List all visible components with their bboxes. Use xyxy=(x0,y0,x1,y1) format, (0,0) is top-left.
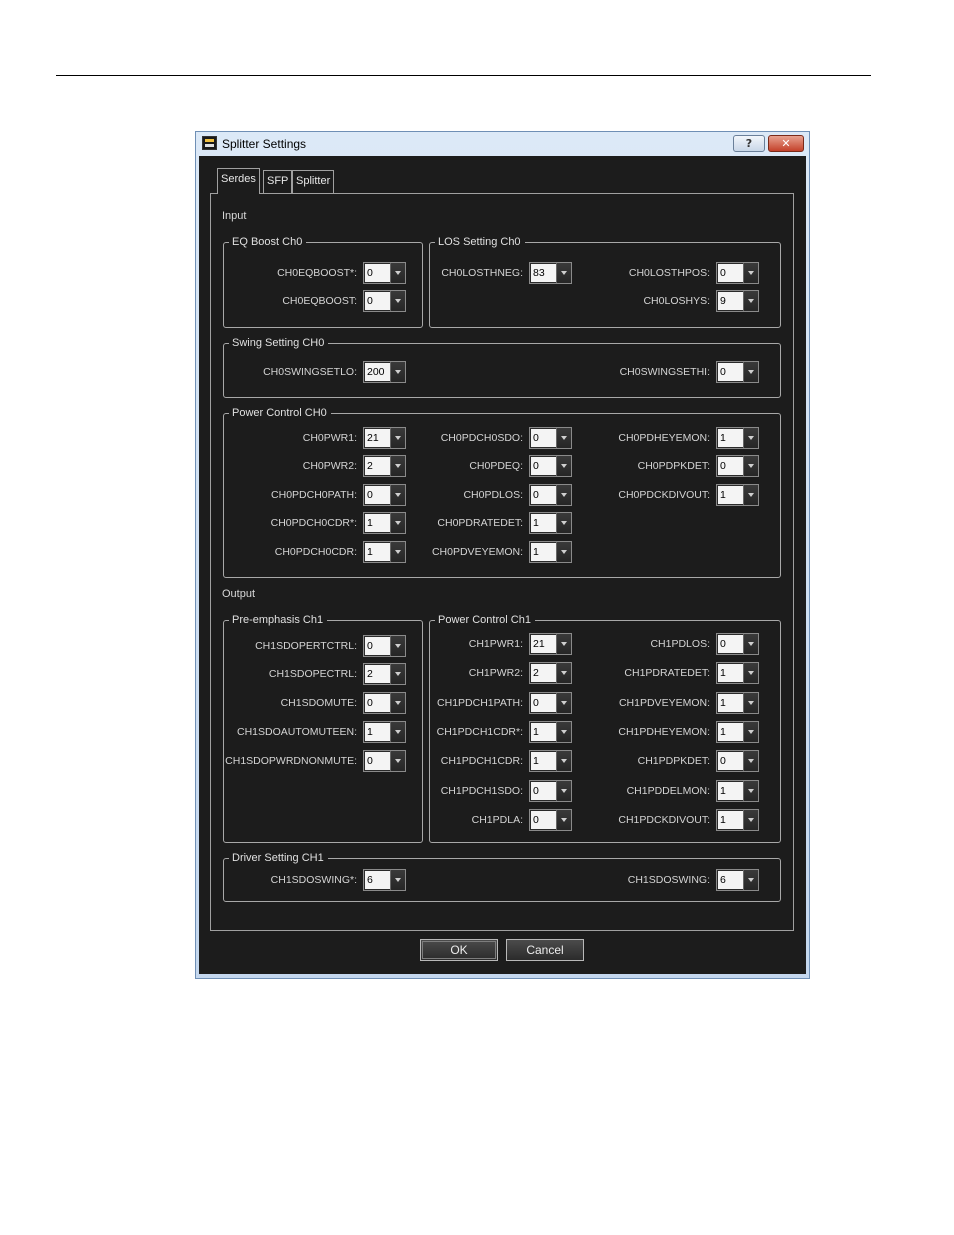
field-label: CH1PDCH1CDR*: xyxy=(436,726,523,738)
ch1pdch1sdo-select[interactable] xyxy=(529,780,572,802)
field-label: CH1SDOMUTE: xyxy=(280,697,357,709)
field-label: CH1PDVEYEMON: xyxy=(618,697,710,709)
ch1sdoswing-field xyxy=(604,869,759,891)
chevron-down-icon[interactable] xyxy=(390,751,405,771)
ch0eqboost-select[interactable] xyxy=(363,290,406,312)
select-value: 83 xyxy=(531,264,556,282)
chevron-down-icon[interactable] xyxy=(556,634,571,654)
serdes-panel xyxy=(210,193,794,931)
power-control-ch0-group xyxy=(223,407,781,578)
chevron-down-icon[interactable] xyxy=(390,263,405,283)
field-label: CH1SDOSWING*: xyxy=(270,874,357,886)
select-value: 1 xyxy=(531,752,556,770)
tab-serdes[interactable]: Serdes xyxy=(217,168,260,194)
ch1sdomute-select[interactable] xyxy=(363,692,406,714)
ch1pdratedet-field xyxy=(610,662,759,684)
title-bar[interactable] xyxy=(196,132,809,157)
select-value: 0 xyxy=(718,264,743,282)
field-label: CH1PWR2: xyxy=(468,667,523,679)
ch1sdopwrdnonmute-select[interactable] xyxy=(363,750,406,772)
field-label: CH0PWR2: xyxy=(302,460,357,472)
ch0pdch0path-field xyxy=(224,484,406,506)
app-icon xyxy=(202,136,217,150)
ch1pwr1-select[interactable] xyxy=(529,633,572,655)
chevron-down-icon[interactable] xyxy=(390,542,405,562)
select-value: 1 xyxy=(718,811,743,829)
ch0pdveyemon-select[interactable] xyxy=(529,541,572,563)
select-value: 9 xyxy=(718,292,743,310)
ch0pdveyemon-field xyxy=(414,541,572,563)
group-title: LOS Setting Ch0 xyxy=(435,235,525,249)
ch1pdveyemon-select[interactable] xyxy=(716,692,759,714)
select-value: 6 xyxy=(718,871,743,889)
field-label: CH1PDDELMON: xyxy=(626,785,710,797)
chevron-down-icon[interactable] xyxy=(556,263,571,283)
field-label: CH0PDLOS: xyxy=(463,489,523,501)
ch1sdoautomuteen-select[interactable] xyxy=(363,721,406,743)
select-value: 0 xyxy=(365,752,390,770)
ch0losthpos-field xyxy=(610,262,759,284)
ch1sdoautomuteen-field xyxy=(224,721,406,743)
ch0pwr2-field xyxy=(224,455,406,477)
group-title: Pre-emphasis Ch1 xyxy=(229,613,327,627)
output-section-label: Output xyxy=(222,588,256,600)
ch1sdopertctrl-field xyxy=(224,635,406,657)
field-label: CH0LOSTHNEG: xyxy=(441,267,523,279)
chevron-down-icon[interactable] xyxy=(390,693,405,713)
ch1pdheyemon-field xyxy=(610,721,759,743)
splitter-settings-dialog xyxy=(195,131,810,979)
group-title: Swing Setting CH0 xyxy=(229,336,328,350)
field-label: CH0PDVEYEMON: xyxy=(431,546,523,558)
ch0swingsethi-select[interactable] xyxy=(716,361,759,383)
field-label: CH0LOSTHPOS: xyxy=(628,267,710,279)
ch0pdch0cdr-star-field xyxy=(224,512,406,534)
chevron-down-icon[interactable] xyxy=(390,362,405,382)
ch1pdveyemon-field xyxy=(610,692,759,714)
ch0pdckdivout-field xyxy=(604,484,759,506)
ch1pdckdivout-field xyxy=(610,809,759,831)
field-label: CH0EQBOOST: xyxy=(282,295,357,307)
ch0pdch0cdr-select[interactable] xyxy=(363,541,406,563)
ch1pdch1path-select[interactable] xyxy=(529,692,572,714)
select-value: 0 xyxy=(718,752,743,770)
ch1pdch1cdr-star-field xyxy=(430,721,572,743)
ch0eqboost-star-field xyxy=(224,262,406,284)
select-value: 0 xyxy=(365,264,390,282)
ch1sdopertctrl-select[interactable] xyxy=(363,635,406,657)
ch0pdratedet-select[interactable] xyxy=(529,512,572,534)
field-label: CH0PDCH0CDR: xyxy=(274,546,357,558)
los-setting-ch0-group xyxy=(429,236,781,328)
document-rule xyxy=(56,75,871,76)
ch0eqboost-star-select[interactable] xyxy=(363,262,406,284)
chevron-down-icon[interactable] xyxy=(390,513,405,533)
select-value: 1 xyxy=(718,429,743,447)
ch1pdch1cdr-field xyxy=(430,750,572,772)
ch1pdch1sdo-field xyxy=(430,780,572,802)
ch1pdla-select[interactable] xyxy=(529,809,572,831)
field-label: CH1PDHEYEMON: xyxy=(618,726,710,738)
select-value: 0 xyxy=(718,457,743,475)
field-label: CH0PDEQ: xyxy=(469,460,523,472)
ch0swingsethi-field xyxy=(604,361,759,383)
select-value: 1 xyxy=(531,514,556,532)
field-label: CH1SDOPECTRL: xyxy=(268,668,357,680)
field-label: CH0SWINGSETHI: xyxy=(619,366,710,378)
ch0loshys-field xyxy=(610,290,759,312)
group-title: Power Control CH0 xyxy=(229,406,331,420)
chevron-down-icon[interactable] xyxy=(743,781,758,801)
window-title: Splitter Settings xyxy=(222,137,307,151)
select-value: 0 xyxy=(718,363,743,381)
ch0pdheyemon-field xyxy=(604,427,759,449)
select-value: 1 xyxy=(531,543,556,561)
field-label: CH1PDPKDET: xyxy=(637,755,710,767)
eq-boost-ch0-group xyxy=(223,236,423,328)
field-label: CH0PWR1: xyxy=(302,432,357,444)
select-value: 2 xyxy=(531,664,556,682)
chevron-down-icon[interactable] xyxy=(390,870,405,890)
ch0pdpkdet-field xyxy=(604,455,759,477)
chevron-down-icon[interactable] xyxy=(743,263,758,283)
select-value: 0 xyxy=(365,694,390,712)
ch1pwr2-field xyxy=(430,662,572,684)
chevron-down-icon[interactable] xyxy=(556,513,571,533)
chevron-down-icon[interactable] xyxy=(556,663,571,683)
chevron-down-icon[interactable] xyxy=(556,722,571,742)
ch0swingsetlo-select[interactable] xyxy=(363,361,406,383)
chevron-down-icon[interactable] xyxy=(556,781,571,801)
group-title: Driver Setting CH1 xyxy=(229,851,328,865)
ch1pdla-field xyxy=(430,809,572,831)
field-label: CH1PDRATEDET: xyxy=(624,667,710,679)
select-value: 0 xyxy=(531,782,556,800)
field-label: CH1PDLOS: xyxy=(650,638,710,650)
ch1pdpkdet-field xyxy=(610,750,759,772)
ch1pdlos-select[interactable] xyxy=(716,633,759,655)
chevron-down-icon[interactable] xyxy=(556,751,571,771)
ch0pdlos-select[interactable] xyxy=(529,484,572,506)
select-value: 0 xyxy=(531,811,556,829)
ch0pdch0sdo-select[interactable] xyxy=(529,427,572,449)
select-value: 1 xyxy=(365,543,390,561)
field-label: CH1PDCKDIVOUT: xyxy=(618,814,710,826)
select-value: 1 xyxy=(365,514,390,532)
chevron-down-icon[interactable] xyxy=(556,693,571,713)
ch1pdckdivout-select[interactable] xyxy=(716,809,759,831)
ch0pdch0path-select[interactable] xyxy=(363,484,406,506)
ch1pdch1cdr-select[interactable] xyxy=(529,750,572,772)
select-value: 1 xyxy=(365,723,390,741)
ch1pddelmon-select[interactable] xyxy=(716,780,759,802)
tab-sfp[interactable]: SFP xyxy=(263,170,292,193)
field-label: CH1SDOAUTOMUTEEN: xyxy=(237,726,357,738)
chevron-down-icon[interactable] xyxy=(743,693,758,713)
select-value: 2 xyxy=(365,665,390,683)
chevron-down-icon[interactable] xyxy=(743,810,758,830)
swing-setting-ch0-group xyxy=(223,337,781,398)
ch1pdheyemon-select[interactable] xyxy=(716,721,759,743)
field-label: CH0PDCH0PATH: xyxy=(271,489,357,501)
select-value: 1 xyxy=(718,694,743,712)
ch1pdch1cdr-star-select[interactable] xyxy=(529,721,572,743)
field-label: CH1SDOSWING: xyxy=(627,874,710,886)
ch1pdlos-field xyxy=(610,633,759,655)
select-value: 1 xyxy=(531,723,556,741)
select-value: 200 xyxy=(365,363,390,381)
driver-setting-ch1-group xyxy=(223,852,781,902)
ch0eqboost-field xyxy=(224,290,406,312)
field-label: CH1PWR1: xyxy=(468,638,523,650)
field-label: CH0PDRATEDET: xyxy=(437,517,523,529)
chevron-down-icon[interactable] xyxy=(390,291,405,311)
group-title: EQ Boost Ch0 xyxy=(229,235,306,249)
field-label: CH0PDCH0SDO: xyxy=(440,432,523,444)
select-value: 0 xyxy=(365,292,390,310)
select-value: 1 xyxy=(718,486,743,504)
chevron-down-icon[interactable] xyxy=(390,428,405,448)
chevron-down-icon[interactable] xyxy=(390,456,405,476)
dialog-client xyxy=(199,156,806,974)
power-control-ch1-group xyxy=(429,614,781,843)
ch0pdch0cdr-field xyxy=(224,541,406,563)
ch0pwr1-select[interactable] xyxy=(363,427,406,449)
chevron-down-icon[interactable] xyxy=(743,722,758,742)
chevron-down-icon[interactable] xyxy=(743,362,758,382)
ch1sdoswing-star-field xyxy=(224,869,406,891)
input-section-label: Input xyxy=(222,210,247,222)
ch1pwr2-select[interactable] xyxy=(529,662,572,684)
field-label: CH1PDLA: xyxy=(471,814,523,826)
select-value: 2 xyxy=(365,457,390,475)
ch0loshys-select[interactable] xyxy=(716,290,759,312)
ch1sdopwrdnonmute-field xyxy=(224,750,406,772)
select-value: 21 xyxy=(365,429,390,447)
field-label: CH1PDCH1PATH: xyxy=(437,697,523,709)
ch1pdratedet-select[interactable] xyxy=(716,662,759,684)
ok-button[interactable]: OK xyxy=(420,939,498,961)
field-label: CH0PDCH0CDR*: xyxy=(270,517,357,529)
chevron-down-icon[interactable] xyxy=(556,542,571,562)
chevron-down-icon[interactable] xyxy=(743,870,758,890)
tab-splitter[interactable]: Splitter xyxy=(292,170,334,193)
ch0pwr2-select[interactable] xyxy=(363,455,406,477)
select-value: 0 xyxy=(531,486,556,504)
ch0pdlos-field xyxy=(414,484,572,506)
ch0swingsetlo-field xyxy=(224,361,406,383)
field-label: CH0SWINGSETLO: xyxy=(263,366,357,378)
select-value: 1 xyxy=(718,782,743,800)
ch1pddelmon-field xyxy=(610,780,759,802)
select-value: 0 xyxy=(531,694,556,712)
select-value: 0 xyxy=(718,635,743,653)
chevron-down-icon[interactable] xyxy=(390,664,405,684)
cancel-button[interactable]: Cancel xyxy=(506,939,584,961)
help-button[interactable]: ? xyxy=(733,135,765,152)
ch1sdomute-field xyxy=(224,692,406,714)
field-label: CH1SDOPWRDNONMUTE: xyxy=(225,755,357,767)
field-label: CH0PDPKDET: xyxy=(637,460,710,472)
chevron-down-icon[interactable] xyxy=(743,634,758,654)
select-value: 6 xyxy=(365,871,390,889)
ch1pdch1path-field xyxy=(430,692,572,714)
chevron-down-icon[interactable] xyxy=(743,456,758,476)
chevron-down-icon[interactable] xyxy=(390,722,405,742)
ch0pdeq-field xyxy=(414,455,572,477)
select-value: 1 xyxy=(718,723,743,741)
chevron-down-icon[interactable] xyxy=(743,751,758,771)
pre-emphasis-ch1-group xyxy=(223,614,423,843)
field-label: CH0EQBOOST*: xyxy=(277,267,357,279)
ch0pdheyemon-select[interactable] xyxy=(716,427,759,449)
select-value: 21 xyxy=(531,635,556,653)
ch0pwr1-field xyxy=(224,427,406,449)
select-value: 0 xyxy=(365,486,390,504)
chevron-down-icon[interactable] xyxy=(743,291,758,311)
ch1sdoswing-select[interactable] xyxy=(716,869,759,891)
ch0pdpkdet-select[interactable] xyxy=(716,455,759,477)
ch0pdckdivout-select[interactable] xyxy=(716,484,759,506)
field-label: CH0PDCKDIVOUT: xyxy=(618,489,710,501)
ch1sdoswing-star-select[interactable] xyxy=(363,869,406,891)
ch0losthpos-select[interactable] xyxy=(716,262,759,284)
chevron-down-icon[interactable] xyxy=(390,485,405,505)
select-value: 0 xyxy=(365,637,390,655)
group-title: Power Control Ch1 xyxy=(435,613,535,627)
field-label: CH1PDCH1CDR: xyxy=(440,755,523,767)
ch0pdratedet-field xyxy=(414,512,572,534)
ch1pdpkdet-select[interactable] xyxy=(716,750,759,772)
ch1sdopectrl-field xyxy=(224,663,406,685)
ch1sdopectrl-select[interactable] xyxy=(363,663,406,685)
ch0losthneg-select[interactable] xyxy=(529,262,572,284)
chevron-down-icon[interactable] xyxy=(556,456,571,476)
chevron-down-icon[interactable] xyxy=(556,485,571,505)
chevron-down-icon[interactable] xyxy=(743,663,758,683)
chevron-down-icon[interactable] xyxy=(743,428,758,448)
chevron-down-icon[interactable] xyxy=(556,810,571,830)
select-value: 0 xyxy=(531,457,556,475)
ch0pdeq-select[interactable] xyxy=(529,455,572,477)
chevron-down-icon[interactable] xyxy=(743,485,758,505)
close-button[interactable]: ✕ xyxy=(768,135,804,152)
select-value: 0 xyxy=(531,429,556,447)
field-label: CH1PDCH1SDO: xyxy=(440,785,523,797)
ch1pwr1-field xyxy=(430,633,572,655)
field-label: CH0LOSHYS: xyxy=(643,295,710,307)
ch0pdch0cdr-star-select[interactable] xyxy=(363,512,406,534)
chevron-down-icon[interactable] xyxy=(390,636,405,656)
ch0pdch0sdo-field xyxy=(414,427,572,449)
chevron-down-icon[interactable] xyxy=(556,428,571,448)
ch0losthneg-field xyxy=(430,262,572,284)
select-value: 1 xyxy=(718,664,743,682)
field-label: CH1SDOPERTCTRL: xyxy=(255,640,357,652)
field-label: CH0PDHEYEMON: xyxy=(618,432,710,444)
